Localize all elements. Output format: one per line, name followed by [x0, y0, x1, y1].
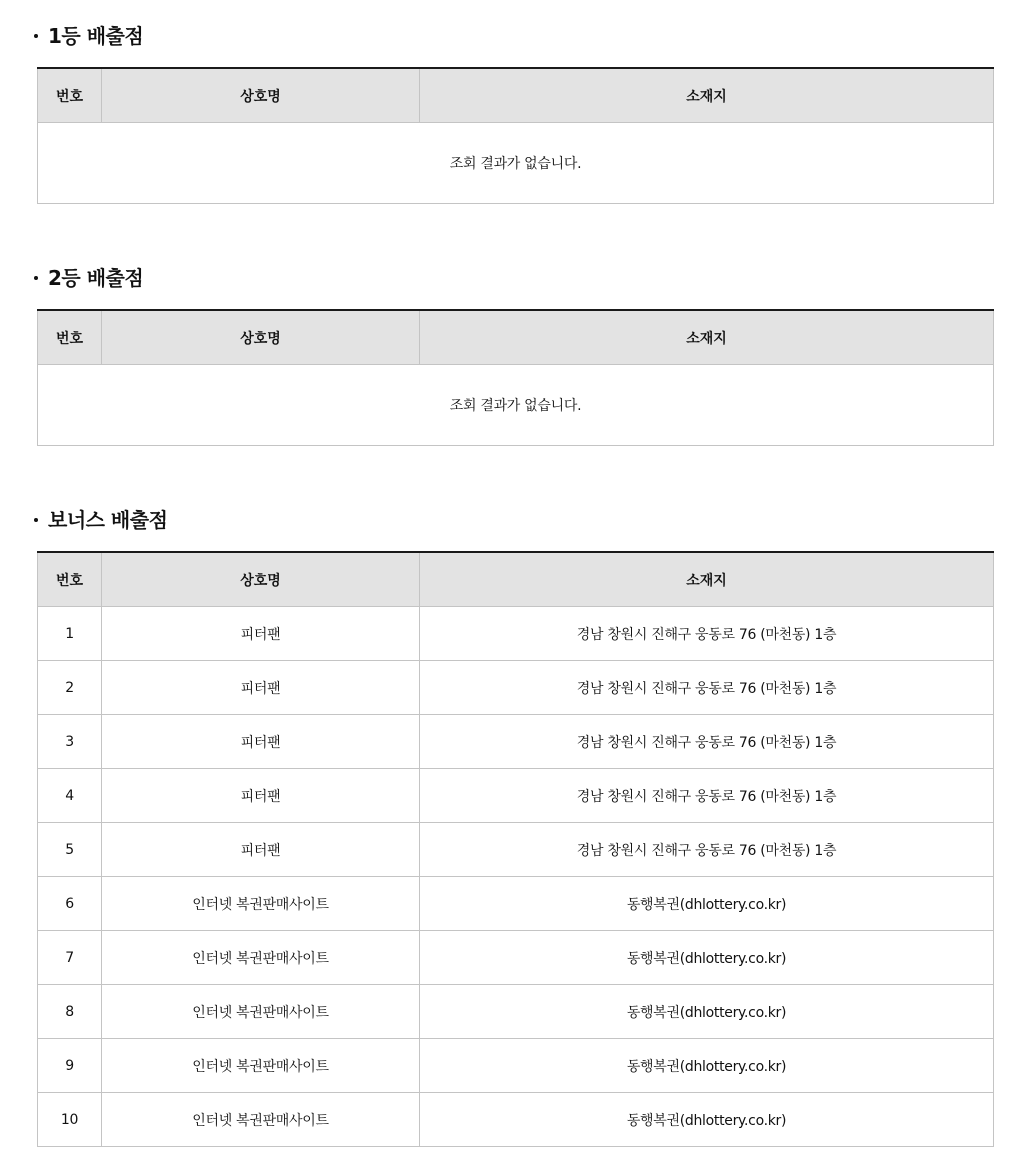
empty-row: [38, 123, 994, 204]
bonus-table: [37, 551, 994, 1147]
table-row: [38, 769, 994, 823]
table-row: [38, 985, 994, 1039]
header-no: 번호: [38, 68, 102, 123]
row-no: 8: [38, 985, 102, 1039]
row-name: 피터팬: [102, 769, 420, 823]
table-row: [38, 661, 994, 715]
row-address: 동행복권(dhlottery.co.kr): [420, 1039, 994, 1093]
table-row: [38, 715, 994, 769]
row-address: 동행복권(dhlottery.co.kr): [420, 931, 994, 985]
header-no: 번호: [38, 552, 102, 607]
section-title: [34, 18, 143, 54]
row-name: 인터넷 복권판매사이트: [102, 985, 420, 1039]
row-name: 인터넷 복권판매사이트: [102, 877, 420, 931]
section-title-text: 2등 배출점: [48, 266, 144, 290]
header-address: 소재지: [420, 552, 994, 607]
row-no: 1: [38, 607, 102, 661]
empty-message: 조회 결과가 없습니다.: [38, 123, 994, 204]
row-no: 10: [38, 1093, 102, 1147]
row-name: 피터팬: [102, 607, 420, 661]
table-row: [38, 931, 994, 985]
row-no: 3: [38, 715, 102, 769]
table-row: [38, 877, 994, 931]
row-name: 피터팬: [102, 823, 420, 877]
row-address: 동행복권(dhlottery.co.kr): [420, 985, 994, 1039]
row-no: 4: [38, 769, 102, 823]
section-title: [34, 260, 143, 296]
empty-message: 조회 결과가 없습니다.: [38, 365, 994, 446]
row-no: 2: [38, 661, 102, 715]
section-title-text: 1등 배출점: [48, 24, 144, 48]
row-address: 경남 창원시 진해구 웅동로 76 (마천동) 1층: [420, 661, 994, 715]
row-no: 7: [38, 931, 102, 985]
bullet-dot-icon: [34, 518, 38, 522]
row-address: 동행복권(dhlottery.co.kr): [420, 877, 994, 931]
row-address: 경남 창원시 진해구 웅동로 76 (마천동) 1층: [420, 715, 994, 769]
table-header-row: [38, 310, 994, 365]
table-header-row: [38, 552, 994, 607]
row-no: 9: [38, 1039, 102, 1093]
table-row: [38, 1093, 994, 1147]
row-name: 인터넷 복권판매사이트: [102, 1093, 420, 1147]
row-address: 경남 창원시 진해구 웅동로 76 (마천동) 1층: [420, 823, 994, 877]
bullet-dot-icon: [34, 34, 38, 38]
row-name: 피터팬: [102, 715, 420, 769]
table-row: [38, 823, 994, 877]
second-prize-table: [37, 309, 994, 446]
header-name: 상호명: [102, 310, 420, 365]
header-address: 소재지: [420, 68, 994, 123]
row-no: 5: [38, 823, 102, 877]
table-row: [38, 607, 994, 661]
table-row: [38, 1039, 994, 1093]
row-name: 인터넷 복권판매사이트: [102, 931, 420, 985]
row-address: 경남 창원시 진해구 웅동로 76 (마천동) 1층: [420, 607, 994, 661]
empty-row: [38, 365, 994, 446]
row-address: 경남 창원시 진해구 웅동로 76 (마천동) 1층: [420, 769, 994, 823]
table-header-row: [38, 68, 994, 123]
row-name: 인터넷 복권판매사이트: [102, 1039, 420, 1093]
section-title-text: 보너스 배출점: [48, 508, 168, 532]
bullet-dot-icon: [34, 276, 38, 280]
header-name: 상호명: [102, 68, 420, 123]
header-name: 상호명: [102, 552, 420, 607]
first-prize-table: [37, 67, 994, 204]
header-address: 소재지: [420, 310, 994, 365]
section-title: [34, 502, 167, 538]
row-name: 피터팬: [102, 661, 420, 715]
header-no: 번호: [38, 310, 102, 365]
row-address: 동행복권(dhlottery.co.kr): [420, 1093, 994, 1147]
row-no: 6: [38, 877, 102, 931]
